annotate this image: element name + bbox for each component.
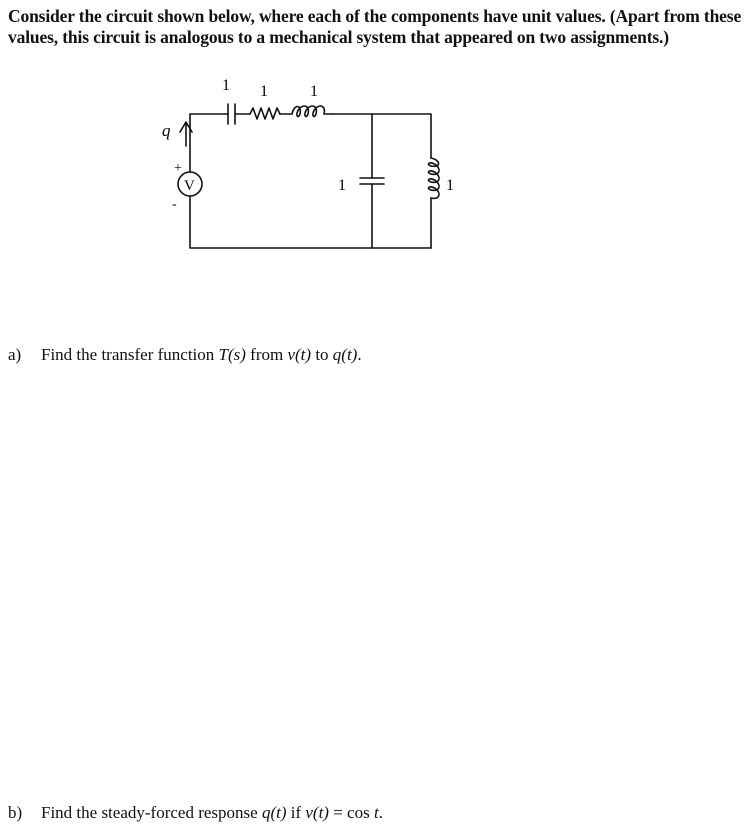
question-a-from-word: from bbox=[245, 345, 288, 364]
question-a-transfer-fn: T(s) bbox=[218, 345, 246, 364]
question-b-input: v(t) bbox=[305, 803, 329, 822]
question-b-t: t bbox=[373, 803, 379, 822]
question-b-text: Find the steady-forced response bbox=[41, 803, 262, 822]
minus-sign: - bbox=[172, 197, 177, 212]
question-b-if-word: if bbox=[286, 803, 306, 822]
shunt-capacitor-value: 1 bbox=[338, 177, 346, 194]
question-a-output: q(t) bbox=[332, 345, 358, 364]
shunt-inductor-value: 1 bbox=[446, 177, 454, 194]
series-inductor-value: 1 bbox=[310, 83, 318, 100]
question-a-label: a) bbox=[8, 345, 22, 364]
resistor bbox=[250, 108, 280, 119]
question-a bbox=[8, 345, 362, 365]
resistor-value: 1 bbox=[260, 83, 268, 100]
source-symbol: V bbox=[184, 178, 195, 194]
question-a-input: v(t) bbox=[287, 345, 312, 364]
series-capacitor-value: 1 bbox=[222, 77, 230, 94]
wire-top-right bbox=[332, 114, 431, 158]
question-a-text: Find the transfer function bbox=[41, 345, 219, 364]
wire-left-top bbox=[190, 114, 228, 172]
shunt-capacitor bbox=[360, 178, 384, 184]
shunt-inductor bbox=[429, 158, 439, 248]
series-inductor bbox=[292, 106, 332, 116]
question-b-equals-cos: = cos bbox=[328, 803, 374, 822]
problem-intro: Consider the circuit shown below, where each of the components have unit values. (Apart from these values, this circuit is analogous to a mechanical system that appeared on two assignments.) bbox=[8, 6, 742, 47]
question-a-end: . bbox=[357, 345, 362, 364]
plus-sign: + bbox=[174, 161, 182, 176]
series-capacitor bbox=[228, 104, 235, 124]
circuit-diagram bbox=[140, 68, 470, 268]
question-b-label: b) bbox=[8, 803, 23, 822]
question-b-response: q(t) bbox=[261, 803, 287, 822]
question-b-end: . bbox=[378, 803, 383, 822]
wire-bottom bbox=[190, 196, 431, 248]
question-a-to-word: to bbox=[311, 345, 333, 364]
current-label: q bbox=[162, 121, 171, 140]
question-b bbox=[8, 803, 383, 823]
